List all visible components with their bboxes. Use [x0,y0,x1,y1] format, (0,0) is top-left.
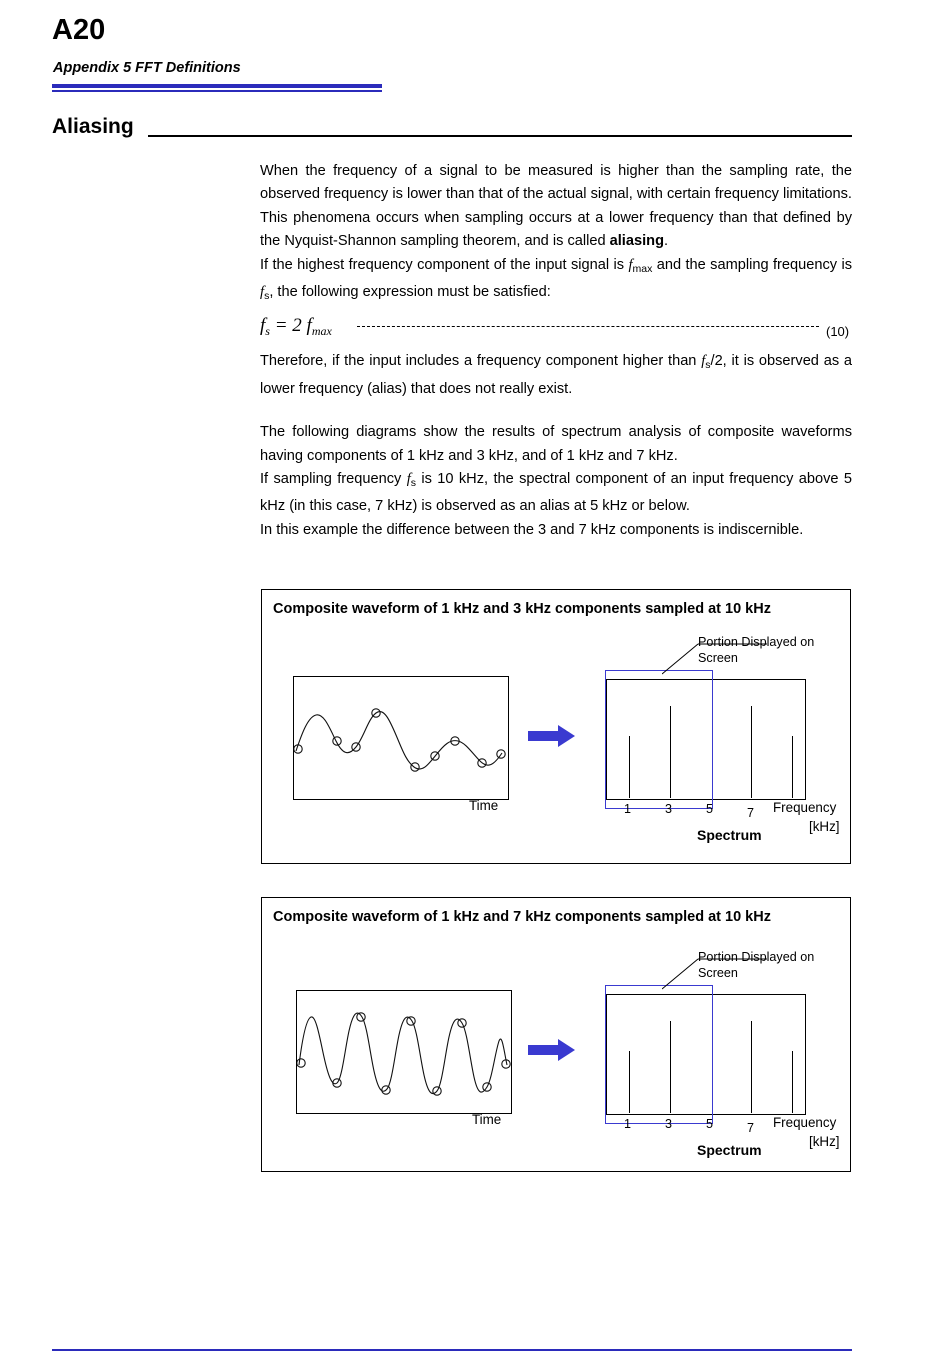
figure-2-unit-label: [kHz] [809,1134,840,1149]
paragraph-gap [260,401,852,421]
paragraph-6: In this example the difference between the 3 and 7 kHz components is indiscernible. [260,521,804,538]
figure-1-tick-7: 7 [747,806,755,820]
figure-1 [261,589,851,864]
header-rule-thin [52,90,382,92]
arrow-right-icon [528,1038,576,1062]
equation-fs-sub: s [265,324,270,339]
figure-1-tick-5: 5 [706,802,714,816]
fmax-symbol: f [628,256,633,273]
waveform-curve-2 [299,1013,507,1094]
spectrum-bar-9khz [792,736,793,798]
figure-1-portion-displayed-box [605,670,713,809]
equation-leader-dashes [357,326,819,327]
fs-symbol: f [260,284,265,301]
equation-number: (10) [826,324,850,340]
figure-2-frequency-label: Frequency [773,1115,837,1130]
figure-2-arrow-icon [528,1038,576,1067]
paragraph-5-a: If sampling frequency [260,471,407,488]
figure-2-tick-5: 5 [706,1117,714,1131]
figure-2-spectrum-label: Spectrum [697,1142,762,1158]
figure-2-waveform-svg [297,991,511,1113]
sample-points-2 [297,1013,510,1095]
figure-1-frequency-label: Frequency [773,800,837,815]
spectrum-bar-9khz [792,1051,793,1113]
header-rule-thick [52,84,382,88]
fs-subscript: s [264,290,270,303]
figure-2-tick-3: 3 [665,1117,673,1131]
fs-symbol-2: f [701,353,706,370]
paragraph-3-b: /2, it is observed as a lower frequency (alias) that does not really exist. [260,353,852,397]
paragraph-4: The following diagrams show the results of spectrum analysis of composite waveforms having components of 1 kHz and 3 kHz, and of 1 kHz and 7 kHz. [260,424,852,464]
body-text-column [260,160,852,542]
fs-subscript-2: s [705,359,711,372]
figure-2-caption: Composite waveform of 1 kHz and 7 kHz components sampled at 10 kHz [273,909,771,925]
equation-rest-sub: max [311,324,332,339]
equation-row [260,314,852,348]
paragraph-2 [260,254,852,309]
figure-2-tick-1: 1 [624,1117,632,1131]
figure-1-tick-1: 1 [624,802,632,816]
figure-1-arrow-icon [528,724,576,753]
figure-2-portion-label: Portion Displayed on Screen [698,950,815,980]
figure-1-spectrum-label: Spectrum [697,827,762,843]
figure-2 [261,897,851,1172]
appendix-title: Appendix 5 FFT Definitions [53,60,241,76]
figure-2-time-label: Time [472,1112,502,1127]
fs-subscript-3: s [410,477,417,490]
paragraph-1-bold: aliasing [609,233,664,250]
sample-points-1 [294,709,505,771]
waveform-curve-1 [296,712,502,769]
paragraph-2-b: and the sampling frequency is [652,256,852,273]
figure-1-portion-label: Portion Displayed on Screen [698,635,815,665]
spectrum-bar-7khz [751,1021,752,1113]
figure-2-portion-displayed-box [605,985,713,1124]
equation-10 [260,314,332,343]
figure-1-time-label: Time [469,798,499,813]
spectrum-bar-7khz [751,706,752,798]
section-rule [148,135,852,137]
paragraph-5-b: is 10 kHz, the spectral component of an input frequency above 5 kHz (in this case, 7 kHz) is observed as an alias at 5 kHz or below. [260,471,852,515]
paragraph-3 [260,350,852,401]
figure-1-caption: Composite waveform of 1 kHz and 3 kHz components sampled at 10 kHz [273,601,771,617]
paragraph-2-c: , the following expression must be satisfied: [269,284,551,301]
footer-rule [52,1349,852,1351]
page-title: Aliasing [52,115,134,138]
paragraph-3-a: Therefore, if the input includes a frequency component higher than [260,353,702,370]
paragraph-5 [260,468,852,519]
equation-rest: = 2 f [274,315,312,337]
arrow-right-icon [528,724,576,748]
paragraph-1-end: . [663,233,669,250]
fs-symbol-3: f [406,471,411,488]
page-number: A20 [52,14,106,46]
paragraph-1-text: When the frequency of a signal to be measured is higher than the sampling rate, the observed frequency is lower than that of the actual signal, with certain frequency limitations. This phenomena occurs when sampling occurs at a lower frequency than that defined by the Nyquist-Shannon sampling theorem, and is called [260,163,852,250]
figure-1-tick-3: 3 [665,802,673,816]
figure-1-unit-label: [kHz] [809,819,840,834]
equation-fs: f [260,315,266,337]
paragraph-1 [260,160,852,254]
figure-1-waveform-svg [294,677,508,799]
paragraph-2-a: If the highest frequency component of the input signal is [260,256,629,273]
fmax-subscript: max [632,262,653,275]
figure-1-waveform-plot [293,676,509,800]
figure-2-waveform-plot [296,990,512,1114]
figure-2-tick-7: 7 [747,1121,755,1135]
